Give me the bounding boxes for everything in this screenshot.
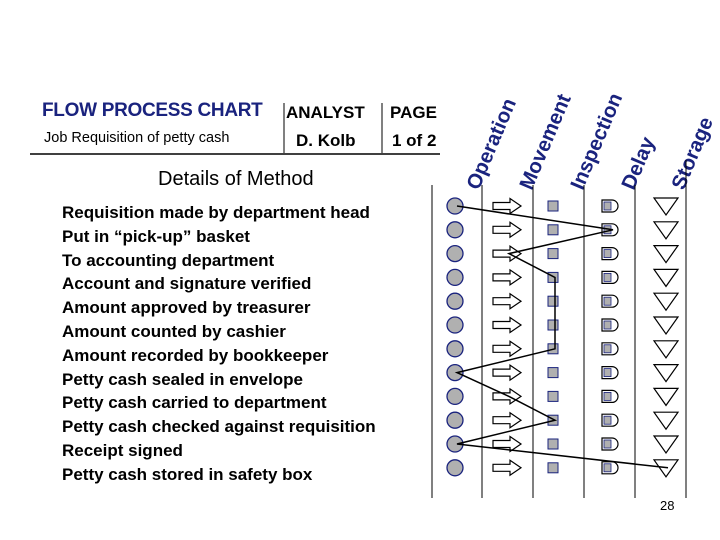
movement-symbol <box>493 199 521 214</box>
chart-title: FLOW PROCESS CHART <box>42 100 263 121</box>
storage-symbol <box>654 388 678 405</box>
step-label: Amount recorded by bookkeeper <box>62 345 329 365</box>
job-title: Job Requisition of petty cash <box>44 130 230 146</box>
storage-symbol <box>654 436 678 453</box>
page-label: PAGE <box>390 103 437 122</box>
inspection-symbol <box>548 439 558 449</box>
storage-symbol <box>654 412 678 429</box>
delay-symbol-inner <box>604 440 611 448</box>
movement-symbol <box>493 460 521 475</box>
operation-symbol <box>447 317 463 333</box>
storage-symbol <box>654 365 678 382</box>
operation-symbol <box>447 388 463 404</box>
step-label: Put in “pick-up” basket <box>62 226 250 246</box>
operation-symbol <box>447 222 463 238</box>
step-label: Petty cash checked against requisition <box>62 417 376 437</box>
movement-symbol <box>493 318 521 333</box>
storage-symbol <box>654 341 678 358</box>
delay-symbol-inner <box>604 464 611 472</box>
delay-symbol-inner <box>604 273 611 281</box>
delay-symbol-inner <box>604 392 611 400</box>
column-header-storage: Storage <box>667 113 718 193</box>
chart-rules <box>30 103 686 498</box>
movement-symbol <box>493 246 521 261</box>
movement-symbol <box>493 413 521 428</box>
storage-symbol <box>654 269 678 286</box>
step-label: Amount approved by treasurer <box>62 298 311 318</box>
inspection-symbol <box>548 225 558 235</box>
delay-symbol-inner <box>604 297 611 305</box>
movement-symbol <box>493 341 521 356</box>
movement-symbol <box>493 365 521 380</box>
step-label: Receipt signed <box>62 440 183 460</box>
analyst-name: D. Kolb <box>296 131 356 150</box>
operation-symbol <box>447 412 463 428</box>
storage-symbol <box>654 317 678 334</box>
storage-symbol <box>654 293 678 310</box>
storage-symbol <box>654 198 678 215</box>
column-header-inspection: Inspection <box>566 89 628 193</box>
movement-symbol <box>493 294 521 309</box>
delay-symbol-inner <box>604 345 611 353</box>
inspection-symbol <box>548 368 558 378</box>
delay-symbol-inner <box>604 202 611 210</box>
operation-symbol <box>447 269 463 285</box>
operation-symbol <box>447 365 463 381</box>
column-header-movement: Movement <box>515 90 576 193</box>
operation-symbol <box>447 460 463 476</box>
inspection-symbol <box>548 320 558 330</box>
step-label: Petty cash sealed in envelope <box>62 369 303 389</box>
delay-symbol-inner <box>604 321 611 329</box>
inspection-symbol <box>548 296 558 306</box>
movement-symbol <box>493 222 521 237</box>
step-label: Requisition made by department head <box>62 203 370 222</box>
page-number: 28 <box>660 498 675 513</box>
storage-symbol <box>654 222 678 239</box>
flow-path-line <box>457 206 668 468</box>
inspection-symbol <box>548 391 558 401</box>
step-label: Petty cash carried to department <box>62 393 327 413</box>
storage-symbol <box>654 246 678 263</box>
step-label: Amount counted by cashier <box>62 321 286 341</box>
movement-symbol <box>493 270 521 285</box>
inspection-symbol <box>548 201 558 211</box>
details-heading: Details of Method <box>158 168 314 190</box>
operation-symbol <box>447 293 463 309</box>
delay-symbol-inner <box>604 416 611 424</box>
step-label: Petty cash stored in safety box <box>62 464 313 484</box>
inspection-symbol <box>548 249 558 259</box>
page-value: 1 of 2 <box>392 131 437 150</box>
column-header-delay: Delay <box>617 133 660 193</box>
step-label: To accounting department <box>62 250 275 270</box>
column-header-operation: Operation <box>462 94 522 193</box>
analyst-label: ANALYST <box>286 103 365 122</box>
operation-symbol <box>447 341 463 357</box>
delay-symbol-inner <box>604 250 611 258</box>
inspection-symbol <box>548 463 558 473</box>
delay-symbol-inner <box>604 369 611 377</box>
operation-symbol <box>447 246 463 262</box>
step-label: Account and signature verified <box>62 274 312 294</box>
